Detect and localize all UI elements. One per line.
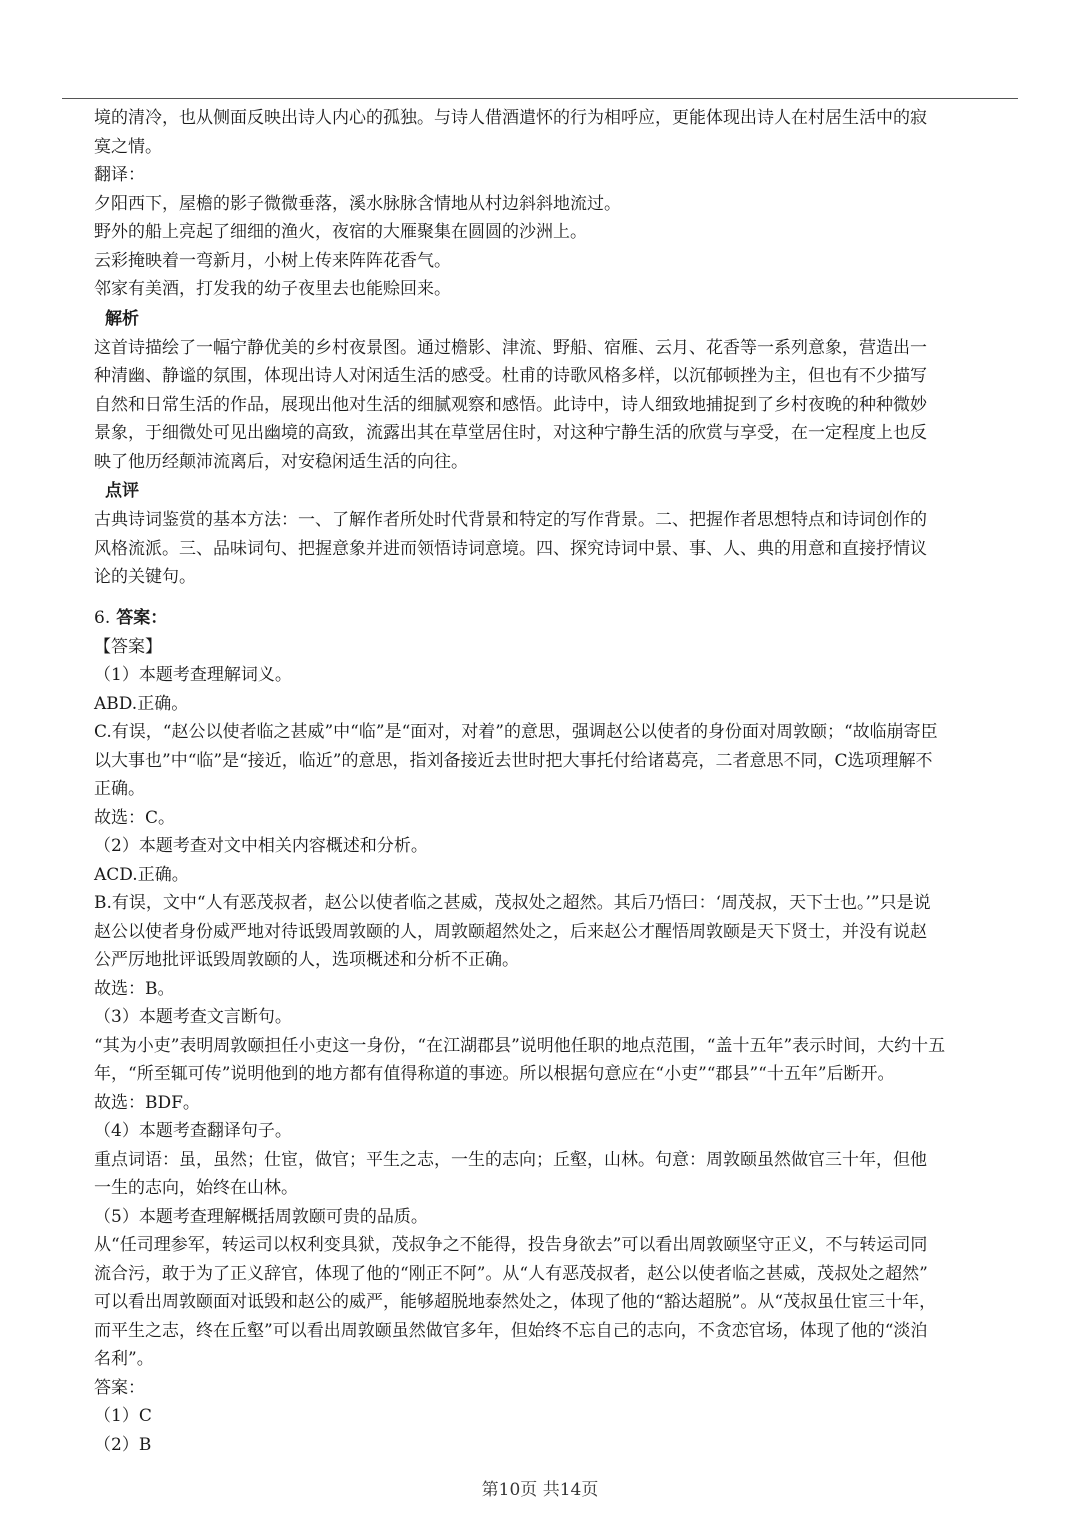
question-number: 6. <box>94 607 111 628</box>
text-line: 流合污，敢于为了正义辞官，体现了他的“刚正不阿”。从“人有恶茂叔者，赵公以使者临之甚威，茂叔处之超然” <box>94 1263 928 1284</box>
text-line: （4）本题考查翻译句子。 <box>94 1121 292 1141</box>
header-rule <box>62 98 1018 99</box>
text-line: 映了他历经颠沛流离后，对安稳闲适生活的向往。 <box>94 451 468 472</box>
question-6-heading <box>94 603 1040 633</box>
text-line: 风格流派。三、品味词句、把握意象并进而领悟诗词意境。四、探究诗词中景、事、人、典的用意和直接抒情议 <box>94 538 927 559</box>
text-line: （2）本题考查对文中相关内容概述和分析。 <box>94 836 428 856</box>
text-line: （1）本题考查理解词义。 <box>94 665 292 685</box>
comment-heading: 点评 <box>105 481 139 501</box>
text-line: 可以看出周敦颐面对诋毁和赵公的威严，能够超脱地泰然处之，体现了他的“豁达超脱”。从“茂叔虽仕宦三十年， <box>94 1292 937 1312</box>
analysis-section <box>94 304 1040 477</box>
text-line: 名利”。 <box>94 1349 154 1369</box>
text-line: 景象，于细微处可见出幽境的高致，流露出其在草堂居住时，对这种宁静生活的欣赏与享受，在一定程度上也反 <box>94 423 927 443</box>
analysis-heading: 解析 <box>105 308 139 329</box>
question-title: 答案： <box>116 607 168 628</box>
text-line: 赵公以使者身份威严地对待诋毁周敦颐的人，周敦颐超然处之，后来赵公才醒悟周敦颐是天下贤士，并没有说赵 <box>94 921 927 942</box>
text-line: 境的清冷，也从侧面反映出诗人内心的孤独。与诗人借酒遣怀的行为相呼应，更能体现出诗人在村居生活中的寂 <box>94 108 927 128</box>
document-body <box>94 104 1040 1459</box>
text-line: 故选：C。 <box>94 807 176 828</box>
text-line: 而平生之志，终在丘壑”可以看出周敦颐虽然做官多年，但始终不忘自己的志向，不贪恋官场，体现了他的“淡泊 <box>94 1320 928 1341</box>
text-line: 邻家有美酒，打发我的幼子夜里去也能赊回来。 <box>94 279 451 299</box>
section-top <box>94 104 1040 304</box>
text-line: 从“任司理参军，转运司以权利变具狱，茂叔争之不能得，投告身欲去”可以看出周敦颐坚守正义，不与转运司同 <box>94 1235 928 1255</box>
text-line: 论的关键句。 <box>94 567 196 587</box>
text-line: 自然和日常生活的作品，展现出他对生活的细腻观察和感悟。此诗中，诗人细致地捕捉到了乡村夜晚的种种微妙 <box>94 394 927 415</box>
text-line: 一生的志向，始终在山林。 <box>94 1178 298 1198</box>
text-line: （5）本题考查理解概括周敦颐可贵的品质。 <box>94 1206 428 1227</box>
comment-section <box>94 476 1040 592</box>
text-line: C.有误，“赵公以使者临之甚威”中“临”是“面对，对着”的意思，强调赵公以使者的身份面对周敦颐；“故临崩寄臣 <box>94 722 938 742</box>
text-line: 故选：B。 <box>94 978 175 999</box>
text-line: 寞之情。 <box>94 136 162 157</box>
text-line: 年，“所至辄可传”说明他到的地方都有值得称道的事迹。所以根据句意应在“小吏”“郡县”“十五年”后断开。 <box>94 1064 895 1084</box>
text-line: 正确。 <box>94 779 145 799</box>
text-line: 古典诗词鉴赏的基本方法：一、了解作者所处时代背景和特定的写作背景。二、把握作者思想特点和诗词创作的 <box>94 510 927 530</box>
text-line: 以大事也”中“临”是“接近，临近”的意思，指刘备接近去世时把大事托付给诸葛亮，二者意思不同，C选项理解不 <box>94 750 933 771</box>
text-line: 云彩掩映着一弯新月，小树上传来阵阵花香气。 <box>94 250 451 271</box>
text-line: （1）C <box>94 1406 152 1426</box>
question-6-section <box>94 603 1040 1460</box>
text-line: 公严厉地批评诋毁周敦颐的人，选项概述和分析不正确。 <box>94 950 519 970</box>
text-line: 答案： <box>94 1377 145 1398</box>
text-line: （2）B <box>94 1434 152 1455</box>
text-line: ACD.正确。 <box>94 864 189 885</box>
text-line: ABD.正确。 <box>94 693 189 714</box>
text-line: 这首诗描绘了一幅宁静优美的乡村夜景图。通过檐影、津流、野船、宿雁、云月、花香等一系列意象，营造出一 <box>94 337 927 358</box>
text-line: 翻译： <box>94 165 145 185</box>
text-line: 种清幽、静谧的氛围，体现出诗人对闲适生活的感受。杜甫的诗歌风格多样，以沉郁顿挫为主，但也有不少描写 <box>94 366 927 386</box>
text-line: 故选：BDF。 <box>94 1092 200 1113</box>
text-line: “其为小吏”表明周敦颐担任小吏这一身份，“在江湖郡县”说明他任职的地点范围，“盖十五年”表示时间，大约十五 <box>94 1035 946 1056</box>
page-footer: 第10页 共14页 <box>481 1480 599 1500</box>
text-line: 重点词语：虽，虽然；仕宦，做官；平生之志，一生的志向；丘壑，山林。句意：周敦颐虽然做官三十年，但他 <box>94 1149 927 1170</box>
text-line: B.有误，文中“人有恶茂叔者，赵公以使者临之甚威，茂叔处之超然。其后乃悟曰：‘周茂叔，天下士也。’”只是说 <box>94 893 931 913</box>
text-line: （3）本题考查文言断句。 <box>94 1007 292 1027</box>
text-line: 野外的船上亮起了细细的渔火，夜宿的大雁聚集在圆圆的沙洲上。 <box>94 222 587 242</box>
text-line: 夕阳西下，屋檐的影子微微垂落，溪水脉脉含情地从村边斜斜地流过。 <box>94 193 621 214</box>
text-line: 【答案】 <box>94 636 162 657</box>
